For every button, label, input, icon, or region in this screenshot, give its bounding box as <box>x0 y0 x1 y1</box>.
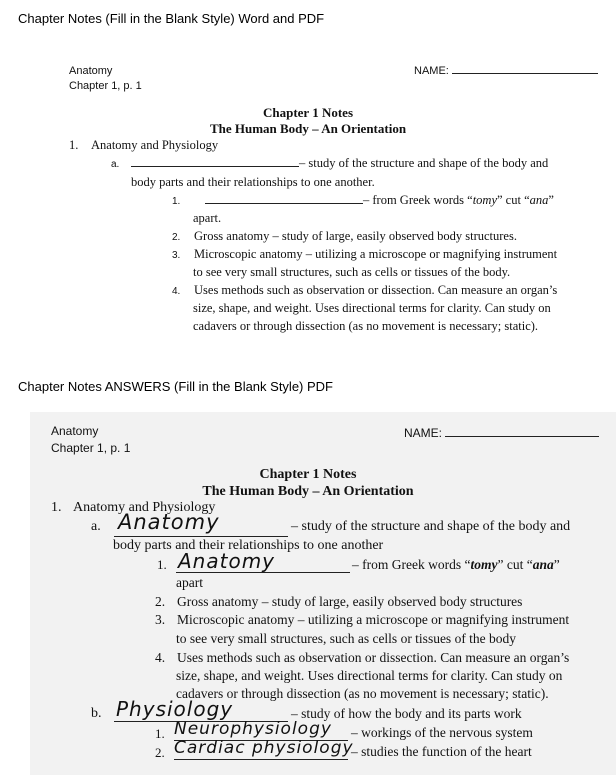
answers-sub-item-3-line-2: to see very small structures, such as cells or tissues of the body <box>176 631 517 646</box>
sub-item-3-line-2: to see very small structures, such as cells or tissues of the body. <box>193 265 511 279</box>
answers-b-sub-item-2-number: 2. <box>155 745 165 760</box>
answers-sub-item-1-text-b: ” cut “ <box>497 557 533 572</box>
answer-b1-handwritten: Neurophysiology <box>174 719 332 739</box>
answers-item-a-continued: body parts and their relationships to one another <box>113 538 384 553</box>
sub-item-1-text-c: ” <box>548 193 554 207</box>
answers-b-sub-item-1-text: – workings of the nervous system <box>351 725 533 740</box>
answers-item-1-text: Anatomy and Physiology <box>73 500 216 515</box>
sub-item-3-number: 3. <box>172 250 181 261</box>
answers-notes-subtitle: The Human Body – An Orientation <box>202 484 414 499</box>
answers-sub-item-4-line-3: cadavers or through dissection (as no movement is necessary; static). <box>176 686 549 701</box>
answers-sub-item-1-continued: apart <box>176 575 203 590</box>
item-a-continued: body parts and their relationships to one another. <box>131 175 375 189</box>
sub-item-1-text-a: – from Greek words “ <box>363 193 473 207</box>
answers-sub-item-4-number: 4. <box>155 650 166 665</box>
answers-item-b-label: b. <box>91 706 102 721</box>
answers-b-sub-item-2-text: – studies the function of the heart <box>351 744 532 759</box>
item-1-text: Anatomy and Physiology <box>91 138 219 152</box>
answers-sub-item-4 <box>155 650 569 666</box>
chapter-page: Chapter 1, p. 1 <box>69 80 142 92</box>
answers-name-field <box>404 426 599 440</box>
answers-sub-item-1-text-c: ” <box>553 557 560 572</box>
answers-sub-item-2-number: 2. <box>155 594 166 609</box>
answers-item-a-label: a. <box>91 519 101 534</box>
answer-b-handwritten: Physiology <box>116 697 234 721</box>
name-field <box>414 65 598 77</box>
sub-item-2-text: Gross anatomy – study of large, easily observed body structures. <box>194 229 517 243</box>
section-label-answers-pdf: Chapter Notes ANSWERS (Fill in the Blank Style) PDF <box>18 379 333 394</box>
answers-sub-item-1-ana: ana <box>532 557 554 572</box>
answers-sub-item-2-text: Gross anatomy – study of large, easily observed body structures <box>177 594 523 609</box>
answers-item-1-number: 1. <box>51 500 62 515</box>
answer-a1-handwritten: Anatomy <box>178 549 276 573</box>
answers-sub-item-4-line-1: Uses methods such as observation or dissection. Can measure an organ’s <box>177 650 570 665</box>
answers-name-blank <box>445 436 599 437</box>
answers-name-label: NAME: <box>404 426 443 440</box>
answers-chapter-page: Chapter 1, p. 1 <box>51 441 131 455</box>
sub-item-4-line-1: Uses methods such as observation or dissection. Can measure an organ’s <box>194 283 558 297</box>
answers-item-a-text: – study of the structure and shape of the body and <box>291 519 571 534</box>
sub-item-4-line-3: cadavers or through dissection (as no movement is necessary; static). <box>193 319 539 333</box>
answers-notes-title: Chapter 1 Notes <box>259 467 357 482</box>
sub-item-2-number: 2. <box>172 232 181 243</box>
answer-b2-handwritten: Cardiac physiology <box>174 738 354 758</box>
sub-item-1-text-b: ” cut “ <box>497 193 530 207</box>
answers-sub-item-1-number: 1. <box>157 557 167 572</box>
sub-item-1-blank <box>205 203 363 204</box>
answers-sub-item-3 <box>155 612 569 628</box>
name-label: NAME: <box>414 65 449 77</box>
answers-sub-item-1-text <box>352 557 560 573</box>
notes-subtitle: The Human Body – An Orientation <box>209 121 407 136</box>
sub-item-1-ana: ana <box>529 193 549 207</box>
name-blank <box>452 73 598 74</box>
section-label-word-pdf: Chapter Notes (Fill in the Blank Style) Word and PDF <box>18 11 325 26</box>
answers-b-sub-item-2-blank <box>174 759 348 760</box>
answers-sub-item-3-number: 3. <box>155 612 166 627</box>
sub-item-3-line-1: Microscopic anatomy – utilizing a microscope or magnifying instrument <box>194 247 558 261</box>
item-a-label: a. <box>111 159 120 170</box>
sub-item-1 <box>172 191 554 212</box>
answers-course-name: Anatomy <box>51 424 99 438</box>
answers-sub-item-4-line-2: size, shape, and weight. Uses directional terms for clarity. Can study on <box>176 668 563 683</box>
item-a-text: – study of the structure and shape of the body and <box>299 156 549 170</box>
sub-item-1-tomy: tomy <box>472 193 497 207</box>
answer-a-handwritten: Anatomy <box>118 510 220 534</box>
notes-title: Chapter 1 Notes <box>262 105 354 120</box>
item-1-number: 1. <box>69 138 79 152</box>
sub-item-1-continued: apart. <box>193 211 222 225</box>
answers-sub-item-1-tomy: tomy <box>470 557 498 572</box>
course-name: Anatomy <box>69 65 113 77</box>
sub-item-4-number: 4. <box>172 286 181 297</box>
item-1 <box>69 136 218 155</box>
answers-sub-item-3-line-1: Microscopic anatomy – utilizing a microscope or magnifying instrument <box>177 612 570 627</box>
answers-sub-item-1-text-a: – from Greek words “ <box>352 557 471 572</box>
sub-item-1-number: 1. <box>172 196 181 207</box>
answers-sub-item-2 <box>155 594 522 610</box>
answers-b-sub-item-1-number: 1. <box>155 726 165 741</box>
item-a-blank <box>131 166 299 167</box>
answers-item-b-text: – study of how the body and its parts work <box>291 706 522 721</box>
item-a <box>111 154 548 175</box>
sub-item-4-line-2: size, shape, and weight. Uses directional terms for clarity. Can study on <box>193 301 551 315</box>
answers-item-a-blank <box>114 536 288 537</box>
